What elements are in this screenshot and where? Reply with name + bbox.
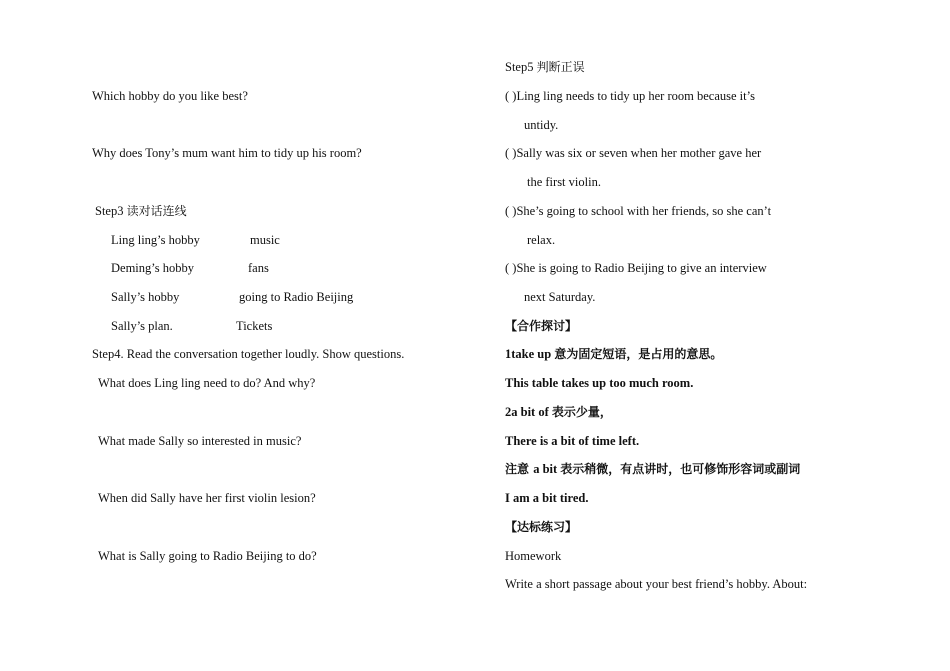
note-take-up-cjk: 意为固定短语，是占用的意思。 [554, 347, 723, 361]
note-a-bit-cjk-start: 注意 [505, 462, 534, 476]
match-left: Sally’s plan. [111, 319, 173, 333]
note-a-bit-of-cjk: 表示少量， [551, 405, 612, 419]
step4-question: What made Sally so interested in music? [98, 434, 302, 448]
note-a-bit-of-prefix: 2a bit of [505, 405, 552, 419]
tf-item [505, 145, 761, 161]
tf-statement: She is going to Radio Beijing to give an interview [516, 261, 767, 275]
match-right: music [250, 233, 280, 247]
step3-cjk: 读对话连线 [126, 204, 187, 218]
match-row [0, 232, 950, 248]
step5-heading [505, 59, 585, 75]
note-a-bit-cjk-end: 表示稍微，有点讲时，也可修饰形容词或副词 [560, 462, 801, 476]
match-row [0, 260, 950, 276]
step4-question: What does Ling ling need to do? And why? [98, 376, 316, 390]
tf-bracket: ( ) [505, 204, 517, 218]
homework-label: Homework [505, 549, 562, 563]
question-tony-tidy-room: Why does Tony’s mum want him to tidy up his room? [92, 146, 362, 160]
note-a-bit [505, 461, 800, 477]
homework-task: Write a short passage about your best friend’s hobby. About: [505, 577, 808, 591]
match-row [0, 289, 950, 305]
tf-continuation: relax. [527, 233, 556, 247]
step5-cjk: 判断正误 [536, 60, 585, 74]
match-right: fans [248, 261, 269, 275]
tf-bracket: ( ) [505, 89, 517, 103]
tf-bracket: ( ) [505, 146, 517, 160]
example-take-up: This table takes up too much room. [505, 376, 694, 390]
example-a-bit: I am a bit tired. [505, 491, 589, 505]
tf-item [505, 88, 755, 104]
tf-continuation: the first violin. [527, 175, 601, 189]
tf-continuation: next Saturday. [524, 290, 596, 304]
tf-item [505, 260, 767, 276]
question-favorite-hobby: Which hobby do you like best? [92, 89, 248, 103]
match-left: Deming’s hobby [111, 261, 194, 275]
step4-heading: Step4. Read the conversation together loudly. Show questions. [92, 347, 405, 361]
note-a-bit-term: a bit [533, 462, 561, 476]
step3-label: Step3 [95, 204, 127, 218]
example-a-bit-of: There is a bit of time left. [505, 434, 640, 448]
step4-question: What is Sally going to Radio Beijing to do? [98, 549, 317, 563]
tf-statement: Sally was six or seven when her mother gave her [516, 146, 762, 160]
tf-bracket: ( ) [505, 261, 517, 275]
tf-continuation: untidy. [524, 118, 559, 132]
tf-item [505, 203, 771, 219]
note-a-bit-of [505, 404, 612, 420]
match-row [0, 318, 950, 334]
step4-question: When did Sally have her first violin lesion? [98, 491, 316, 505]
step5-label: Step5 [505, 60, 537, 74]
match-left: Ling ling’s hobby [111, 233, 200, 247]
practice-heading: 【达标练习】 [505, 520, 578, 534]
tf-statement: Ling ling needs to tidy up her room because it’s [516, 89, 755, 103]
note-take-up-prefix: 1take up [505, 347, 555, 361]
match-left: Sally’s hobby [111, 290, 180, 304]
note-take-up [505, 346, 722, 362]
step3-heading [95, 203, 187, 219]
coop-heading: 【合作探讨】 [505, 319, 578, 333]
tf-statement: She’s going to school with her friends, so she can’t [516, 204, 772, 218]
match-right: going to Radio Beijing [239, 290, 354, 304]
match-right: Tickets [236, 319, 273, 333]
